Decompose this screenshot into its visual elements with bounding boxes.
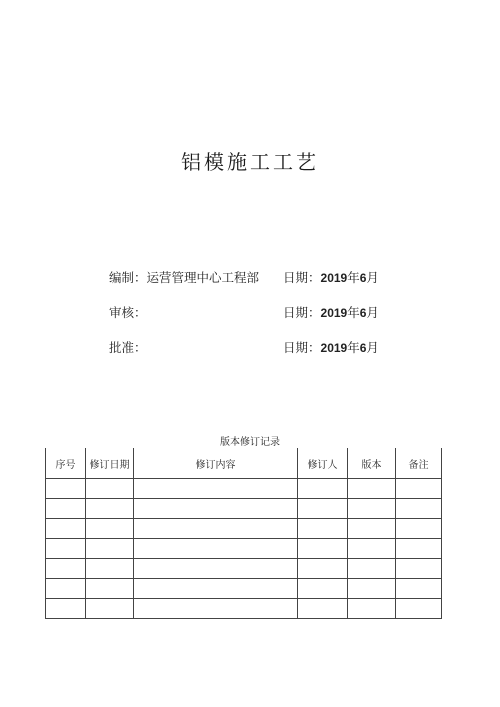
- table-cell: [348, 499, 396, 519]
- table-cell: [86, 519, 134, 539]
- table-row: [46, 539, 442, 559]
- table-cell: [46, 559, 86, 579]
- table-cell: [396, 499, 442, 519]
- table-row: [46, 559, 442, 579]
- table-cell: [134, 539, 298, 559]
- table-cell: [134, 579, 298, 599]
- meta-row-reviewed: [109, 303, 409, 321]
- meta-label-approved: 批准：: [109, 340, 147, 355]
- table-cell: [46, 519, 86, 539]
- table-cell: [396, 519, 442, 539]
- header-index: 序号: [46, 448, 86, 479]
- table-cell: [86, 539, 134, 559]
- header-version: 版本: [348, 448, 396, 479]
- header-revision-date: 修订日期: [86, 448, 134, 479]
- table-cell: [134, 479, 298, 499]
- document-title: 铝模施工工艺: [181, 150, 319, 174]
- table-cell: [86, 599, 134, 619]
- table-row: [46, 579, 442, 599]
- table-row: [46, 599, 442, 619]
- table-cell: [298, 559, 348, 579]
- meta-value-compiled: 运营管理中心工程部: [146, 270, 260, 285]
- table-cell: [396, 479, 442, 499]
- table-cell: [396, 539, 442, 559]
- table-cell: [86, 559, 134, 579]
- table-cell: [134, 519, 298, 539]
- table-cell: [298, 579, 348, 599]
- table-cell: [396, 599, 442, 619]
- revision-table-caption: 版本修订记录: [220, 437, 280, 448]
- table-cell: [348, 539, 396, 559]
- table-header-row: [46, 448, 442, 479]
- meta-label-reviewed: 审核：: [109, 305, 147, 320]
- table-cell: [348, 599, 396, 619]
- meta-row-compiled: [109, 268, 409, 286]
- header-reviser: 修订人: [298, 448, 348, 479]
- table-cell: [46, 599, 86, 619]
- table-row: [46, 479, 442, 499]
- table-row: [46, 519, 442, 539]
- table-cell: [298, 479, 348, 499]
- table-cell: [134, 499, 298, 519]
- table-cell: [86, 499, 134, 519]
- header-revision-content: 修订内容: [134, 448, 298, 479]
- table-cell: [348, 519, 396, 539]
- table-cell: [348, 479, 396, 499]
- table-cell: [396, 579, 442, 599]
- table-cell: [298, 499, 348, 519]
- table-cell: [86, 579, 134, 599]
- table-cell: [46, 539, 86, 559]
- meta-date-compiled: 日期：2019年6月: [283, 270, 379, 285]
- meta-date-reviewed: 日期：2019年6月: [283, 305, 379, 320]
- table-cell: [298, 519, 348, 539]
- table-cell: [134, 559, 298, 579]
- meta-date-approved: 日期：2019年6月: [283, 340, 379, 355]
- table-row: [46, 499, 442, 519]
- table-cell: [46, 499, 86, 519]
- table-cell: [46, 579, 86, 599]
- header-remarks: 备注: [396, 448, 442, 479]
- meta-label-compiled: 编制：运营管理中心工程部: [109, 270, 260, 285]
- table-cell: [134, 599, 298, 619]
- table-cell: [348, 579, 396, 599]
- revision-table: [45, 448, 442, 619]
- table-cell: [46, 479, 86, 499]
- table-cell: [86, 479, 134, 499]
- meta-row-approved: [109, 338, 409, 356]
- table-cell: [298, 599, 348, 619]
- table-cell: [348, 559, 396, 579]
- table-cell: [298, 539, 348, 559]
- table-cell: [396, 559, 442, 579]
